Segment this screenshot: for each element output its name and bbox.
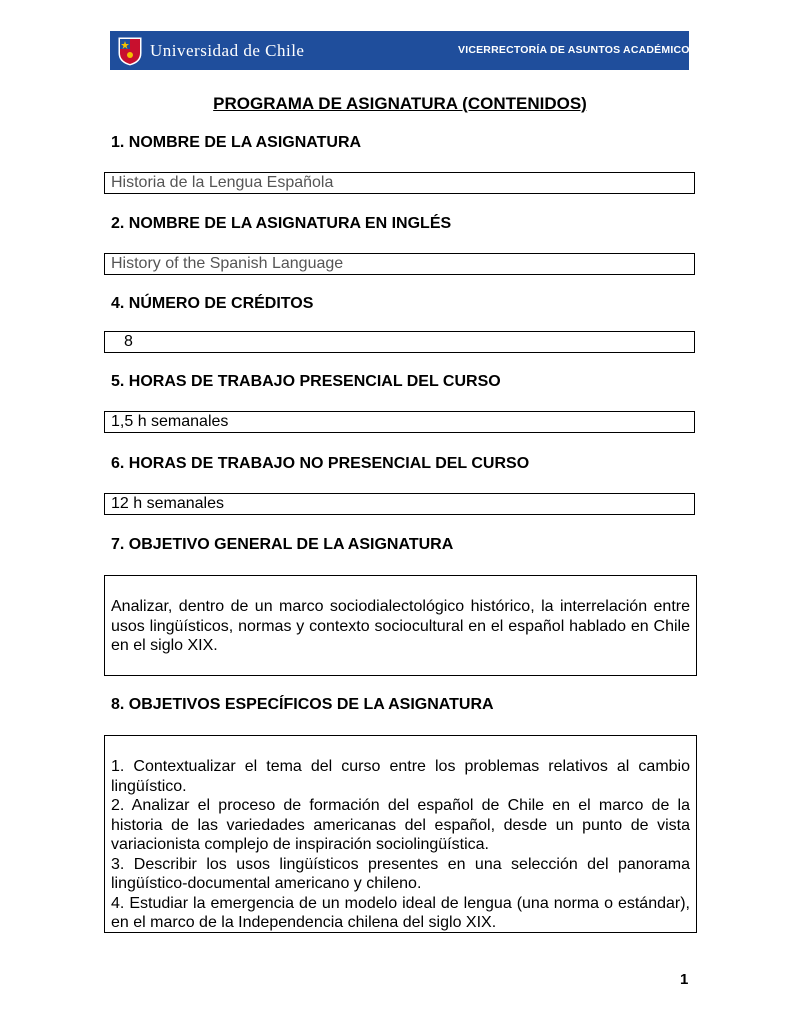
general-objective-text: Analizar, dentro de un marco sociodialectológico histórico, la interrelación entre usos lingüísticos, normas y contexto sociocultural en el español hablado en Chile en el siglo XIX. <box>111 598 690 654</box>
section-heading-credits: 4. NÚMERO DE CRÉDITOS <box>111 295 314 312</box>
section-heading-english-name: 2. NOMBRE DE LA ASIGNATURA EN INGLÉS <box>111 215 452 232</box>
list-item: 3. Describir los usos lingüísticos presentes en una selección del panorama lingüístico-documental americano y chileno. <box>111 855 690 892</box>
specific-objectives-box <box>104 735 697 933</box>
page-title: PROGRAMA DE ASIGNATURA (CONTENIDOS) <box>213 94 587 113</box>
presential-hours-field: 1,5 h semanales <box>104 411 695 433</box>
list-item: 4. Estudiar la emergencia de un modelo ideal de lengua (una norma o estándar), en el marco de la Independencia chilena del siglo XIX. <box>111 894 690 931</box>
section-heading-specific-objectives: 8. OBJETIVOS ESPECÍFICOS DE LA ASIGNATURA <box>111 696 494 713</box>
credits-field: 8 <box>104 331 695 353</box>
nonpresential-hours-field: 12 h semanales <box>104 493 695 515</box>
general-objective-box <box>104 575 697 676</box>
university-logo-icon <box>116 35 144 67</box>
section-heading-general-objective: 7. OBJETIVO GENERAL DE LA ASIGNATURA <box>111 536 454 553</box>
section-heading-presential-hours: 5. HORAS DE TRABAJO PRESENCIAL DEL CURSO <box>111 373 501 390</box>
office-name: VICERRECTORÍA DE ASUNTOS ACADÉMICOS <box>458 44 697 56</box>
course-name-field: Historia de la Lengua Española <box>104 172 695 194</box>
header-banner <box>110 31 697 70</box>
section-heading-name: 1. NOMBRE DE LA ASIGNATURA <box>111 134 362 151</box>
list-item: 1. Contextualizar el tema del curso entre los problemas relativos al cambio lingüístico. <box>111 758 690 795</box>
page-number: 1 <box>680 971 689 988</box>
english-name-field: History of the Spanish Language <box>104 253 695 275</box>
university-name: Universidad de Chile <box>150 41 305 60</box>
list-item: 2. Analizar el proceso de formación del español de Chile en el marco de la historia de las variedades americanas del español, desde un punto de vista variacionista complejo de inspiración sociolingüística. <box>111 797 690 853</box>
section-heading-nonpresential-hours: 6. HORAS DE TRABAJO NO PRESENCIAL DEL CURSO <box>111 455 530 472</box>
